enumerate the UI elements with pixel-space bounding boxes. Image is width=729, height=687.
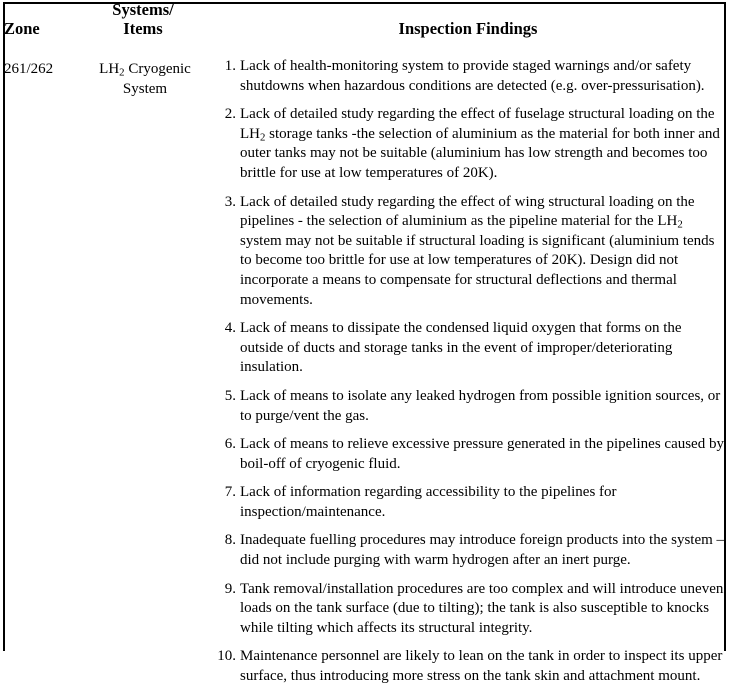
finding-text: Inadequate fuelling procedures may introduce foreign products into the system – did not include purging with warm hydrogen after an inert purge.: [240, 532, 725, 569]
finding-item: [212, 483, 726, 522]
finding-text: Lack of means to dissipate the condensed liquid oxygen that forms on the outside of ducts and storage tanks in the event of improper/deteriorating insulation.: [240, 320, 682, 376]
cell-inspection-findings: [212, 57, 726, 687]
column-header-systems-line1: Systems/: [112, 0, 174, 19]
finding-item: [212, 531, 726, 570]
finding-item: [212, 193, 726, 311]
finding-number: 2.: [224, 106, 236, 123]
cell-system-value: [84, 60, 206, 99]
column-header-inspection-findings: Inspection Findings: [398, 19, 538, 38]
finding-number: 9.: [224, 580, 236, 597]
finding-number: 4.: [224, 320, 236, 337]
finding-number: 6.: [224, 436, 236, 453]
finding-text: Lack of health-monitoring system to provide staged warnings and/or safety shutdowns when hazardous conditions are detected (e.g. over-pressurisation).: [240, 58, 705, 94]
chemical-subscript: 2: [260, 131, 266, 144]
finding-item: [212, 57, 726, 96]
finding-number: 8.: [224, 532, 236, 549]
system-name-suffix: Cryogenic System: [122, 61, 191, 97]
finding-number: 3.: [224, 193, 236, 210]
findings-list: [212, 57, 726, 687]
column-header-systems-line2: Items: [123, 19, 163, 38]
chemical-subscript: 2: [677, 218, 683, 231]
finding-text: Lack of detailed study regarding the effect of wing structural loading on the pipelines - the selection of aluminium as the pipeline material for the $LH_2$ system may not be suitable if structural loading is significant (aluminium tends to become too brittle for use at low temperatures of 20K). Design did not incorporate a means to compensate for structural deflections and thermal movements.: [240, 193, 715, 308]
finding-number: 7.: [224, 484, 236, 501]
finding-number: 10.: [217, 648, 236, 665]
finding-item: [212, 435, 726, 474]
system-name-prefix: LH: [99, 61, 120, 77]
column-header-systems-items: [82, 0, 204, 38]
column-header-zone: Zone: [4, 19, 40, 38]
finding-number: 5.: [224, 387, 236, 404]
finding-text: Lack of means to isolate any leaked hydrogen from possible ignition sources, or to purge/vent the gas.: [240, 387, 721, 424]
finding-item: [212, 387, 726, 426]
finding-text: Tank removal/installation procedures are too complex and will introduce uneven loads on the tank surface (due to tilting); the tank is also susceptible to knocks while tilting which affects its structural integrity.: [240, 580, 724, 636]
finding-item: [212, 319, 726, 378]
finding-text: Maintenance personnel are likely to lean on the tank in order to inspect its upper surface, thus introducing more stress on the tank skin and attachment mount.: [240, 648, 723, 685]
finding-text: Lack of information regarding accessibility to the pipelines for inspection/maintenance.: [240, 484, 617, 520]
finding-item: [212, 105, 726, 183]
system-name-subscript: 2: [119, 66, 125, 79]
cell-zone-value: 261/262: [4, 61, 54, 77]
table-header-row: [0, 0, 729, 47]
finding-number: 1.: [224, 58, 236, 74]
finding-text: Lack of detailed study regarding the effect of fuselage structural loading on the $LH_2$ storage tanks -the selection of aluminium as the material for both inner and outer tanks may not be suitable (aluminium has low strength and becomes too brittle for use at low temperatures of 20K).: [240, 106, 720, 181]
finding-text: Lack of means to relieve excessive pressure generated in the pipelines caused by boil-off of cryogenic fluid.: [240, 436, 724, 472]
finding-item: [212, 647, 726, 686]
finding-item: [212, 580, 726, 639]
